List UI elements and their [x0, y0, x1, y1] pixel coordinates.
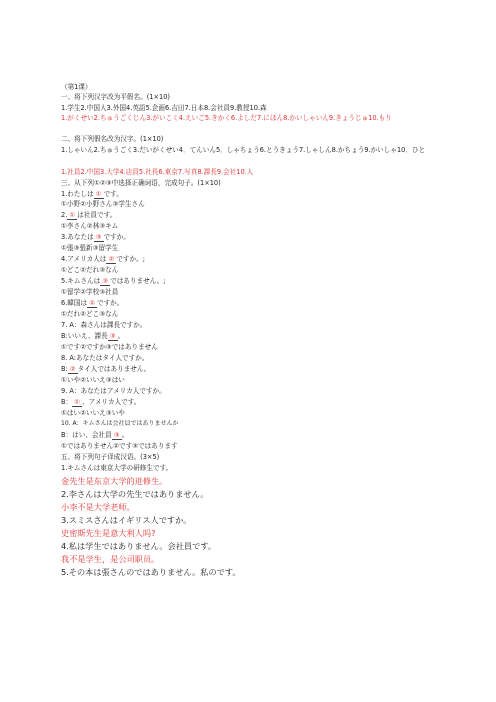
translate-question-3: 3.スミスさんはイギリス人ですか。 — [61, 515, 192, 525]
answer-blank: ① — [69, 211, 76, 219]
section2-heading: 二、将下列假名改为汉字。(1×10) — [61, 135, 164, 143]
answer-blank: ③ — [113, 431, 120, 439]
question-3: 3.あなたは ③ ですか。 — [61, 233, 130, 241]
answer-blank: ② — [108, 255, 115, 263]
translate-answer-1: 金先生是东京大学的进修生。 — [61, 476, 168, 486]
options-7: ①です②ですか③ではありません — [61, 343, 158, 351]
question-9a: 9. A：あなたはアメリカ人ですか。 — [61, 387, 166, 395]
question-10b: B：はい、会社員 ③ 。 — [61, 431, 129, 439]
question-8a: 8. A:あなたはタイ人ですか。 — [61, 354, 149, 362]
translate-answer-2: 小李不是大学老师。 — [61, 502, 135, 512]
section1-heading: 一、将下列汉字改为平假名。(1×10) — [61, 93, 170, 101]
question-8b: B: ② タイ人ではありません。 — [61, 365, 151, 373]
answer-blank: ③ — [109, 332, 116, 340]
options-4: ①どこ②だれ③なん — [61, 266, 119, 274]
options-6: ①だれ②どこ③なん — [61, 310, 119, 318]
answer-blank: ② — [89, 299, 95, 307]
question-7b: B:いいえ、課長 ③ 。 — [61, 332, 125, 340]
section1-answers: 1.がくせい2.ちゅうごくじん3.がいこく4.えいご5.きかく6.よしだ7.にほん8.かいしゃいん9.きょうじゅ10.もり — [61, 114, 392, 122]
answer-blank: ① — [74, 398, 81, 406]
question-10a: 10. A：キムさんは会社員ではありませんか — [61, 420, 179, 427]
options-10: ①ではありません②です③ではあります — [61, 442, 178, 450]
translate-question-2: 2.李さんは大学の先生ではありません。 — [61, 489, 209, 499]
options-3: ①張③張新③留学生 — [61, 244, 119, 252]
section1-questions: 1.学生2.中国人3.外国4.英語5.企画6.吉田7.日本8.会社員9.教授10.森 — [61, 104, 267, 112]
answer-blank: ① — [95, 190, 102, 198]
question-6: 6.韓国は ② ですか。 — [61, 299, 124, 307]
lesson-title: （第1课） — [61, 83, 92, 91]
translate-answer-4: 我不是学生，是公司职员。 — [61, 554, 160, 564]
section3-heading: 三、从下列①②③中选择正确词语，完成句子。(1×10) — [61, 179, 221, 187]
section2-questions: 1.しゃいん2.ちゅうごく3.だいがくせい4．てんいん5．しゃちょう6.とうきょう7.しゃしん8.かちょう9.かいしゃ10．ひと — [61, 146, 426, 154]
translate-question-1: 1.キムさんは東京大学の研修生です。 — [61, 464, 173, 472]
question-7a: 7. A：森さんは課長ですか。 — [61, 321, 147, 329]
options-9: ①はい②いいえ③いや — [61, 409, 125, 417]
section5-heading: 五、将下列句子译成汉语。(3×5) — [61, 453, 160, 461]
translate-answer-3: 史密斯先生是意大利人吗? — [61, 528, 156, 538]
options-8: ①いや②いいえ③はい — [61, 376, 125, 384]
question-4: 4.アメリカ人は ② ですか。; — [61, 255, 145, 263]
translate-question-5: 5.その本は張さんのではありません。私のです。 — [61, 567, 241, 577]
options-1: ①小野②小野さん③学生さん — [61, 200, 145, 208]
answer-blank: ③ — [102, 277, 109, 285]
options-5: ①留学②学校③社員 — [61, 288, 119, 296]
section2-answers: 1.社員2.中国3.大学4.店員5.社長6.東京7.写真8.課長9.会社10.人 — [61, 168, 254, 176]
translate-question-4: 4.私は学生ではありません。会社員です。 — [61, 541, 217, 551]
question-1: 1.わたしは ① です。 — [61, 190, 123, 198]
answer-blank: ② — [69, 365, 76, 373]
answer-blank: ③ — [95, 233, 102, 241]
question-9b: B： ① 、アメリカ人です。 — [61, 398, 141, 406]
question-2: 2. ① は社員です。 — [61, 211, 117, 219]
options-2: ①李さん②林③キム — [61, 222, 119, 230]
question-5: 5.キムさんは ③ ではありません。; — [61, 277, 166, 285]
